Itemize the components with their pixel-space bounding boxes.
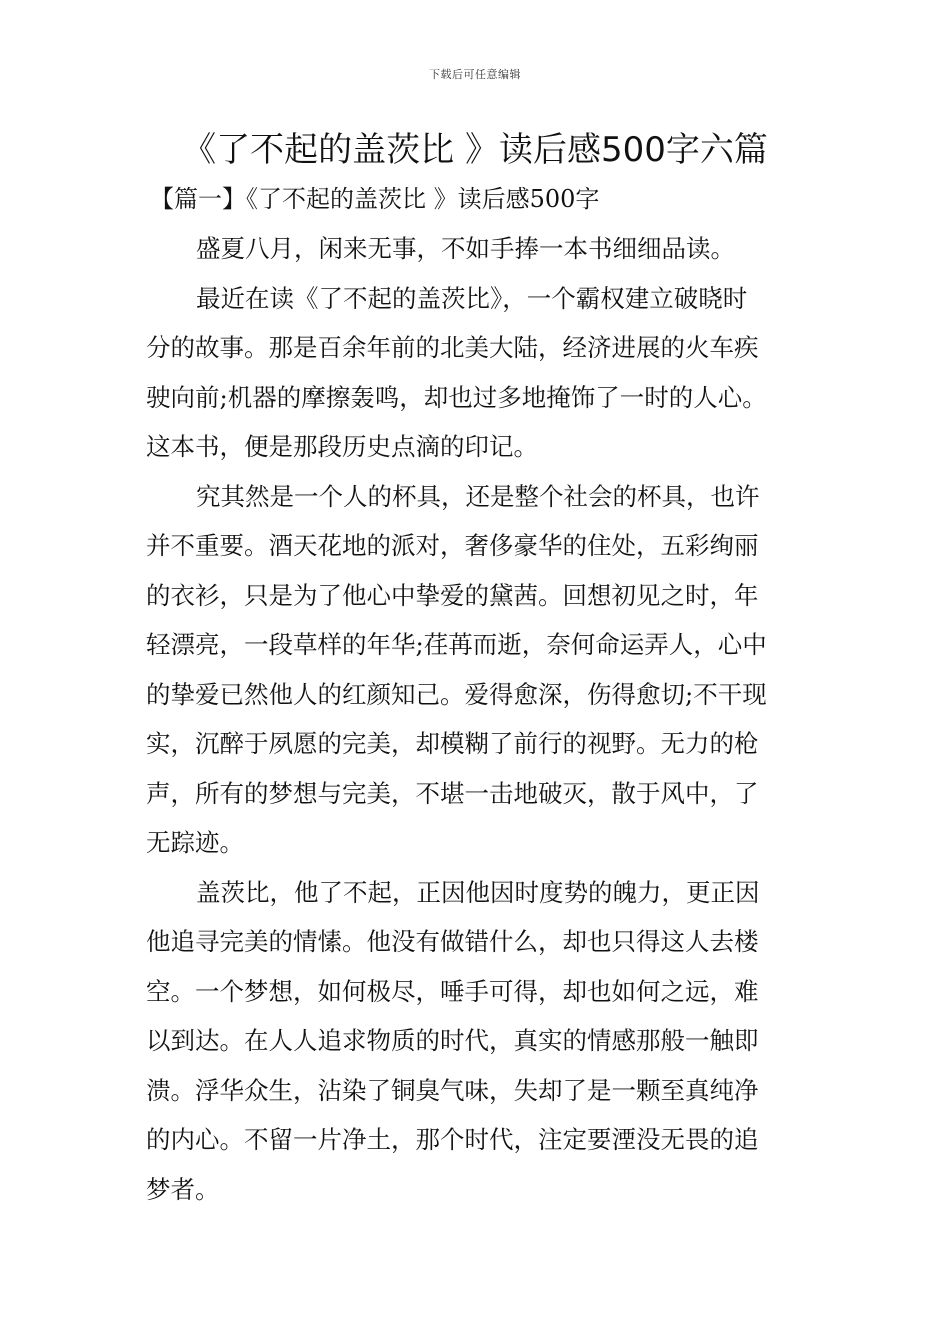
paragraph — [146, 472, 810, 868]
paragraph-line: 梦者。 — [146, 1174, 220, 1204]
paragraph-line: 溃。浮华众生，沾染了铜臭气味，失却了是一颗至真纯净 — [146, 1075, 759, 1105]
paragraph-line: 以到达。在人人追求物质的时代，真实的情感那般一触即 — [146, 1026, 759, 1055]
paragraph — [146, 868, 810, 1215]
paragraph-line: 盛夏八月，闲来无事，不如手捧一本书细细品读。 — [196, 234, 735, 263]
section-heading: 【篇一】《了不起的盖茨比 》读后感500字 — [150, 185, 600, 213]
paragraph-line: 空。一个梦想，如何极尽，唾手可得，却也如何之远，难 — [146, 976, 759, 1006]
paragraph-line: 究其然是一个人的杯具，还是整个社会的杯具，也许 — [196, 481, 760, 511]
paragraph-line: 最近在读《了不起的盖茨比》，一个霸权建立破晓时 — [196, 283, 748, 313]
paragraph-line: 轻漂亮，一段草样的年华;荏苒而逝，奈何命运弄人，心中 — [146, 630, 767, 659]
paragraph-line: 的衣衫，只是为了他心中挚爱的黛茜。回想初见之时，年 — [146, 580, 759, 610]
paragraph-line: 分的故事。那是百余年前的北美大陆，经济进展的火车疾 — [146, 333, 759, 362]
paragraph-line: 无踪迹。 — [146, 828, 244, 857]
document-body — [146, 224, 810, 1214]
paragraph-line: 驶向前;机器的摩擦轰鸣，却也过多地掩饰了一时的人心。 — [146, 382, 767, 412]
paragraph — [146, 274, 810, 472]
document-title: 《了不起的盖茨比 》读后感500字六篇 — [182, 130, 768, 170]
paragraph-line: 实，沉醉于夙愿的完美，却模糊了前行的视野。无力的枪 — [146, 729, 759, 758]
paragraph — [146, 224, 810, 274]
paragraph-line: 他追寻完美的情愫。他没有做错什么，却也只得这人去楼 — [146, 927, 759, 956]
paragraph-line: 的挚爱已然他人的红颜知己。爱得愈深，伤得愈切;不干现 — [146, 679, 767, 709]
paragraph-line: 这本书，便是那段历史点滴的印记。 — [146, 432, 538, 461]
paragraph-line: 的内心。不留一片净土，那个时代，注定要湮没无畏的追 — [146, 1125, 759, 1154]
paragraph-line: 声，所有的梦想与完美，不堪一击地破灭，散于风中，了 — [146, 778, 759, 808]
paragraph-line: 盖茨比，他了不起，正因他因时度势的魄力，更正因 — [196, 877, 760, 907]
paragraph-line: 并不重要。酒天花地的派对，奢侈豪华的住处，五彩绚丽 — [146, 531, 759, 560]
header-note: 下载后可任意编辑 — [429, 68, 521, 81]
